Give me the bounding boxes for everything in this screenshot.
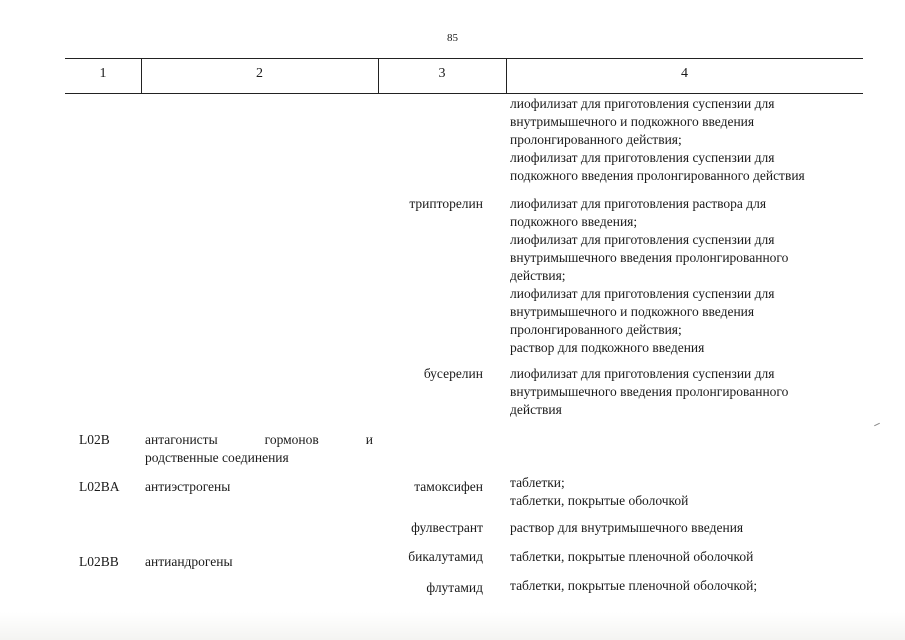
form-line: раствор для подкожного введения	[510, 340, 705, 355]
form-line: таблетки, покрытые оболочкой	[510, 493, 689, 508]
form-line: внутримышечного введения пролонгированного	[510, 250, 789, 265]
table-row-6-group: антиандрогены	[145, 554, 233, 569]
form-line: лиофилизат для приготовления суспензии для	[510, 366, 775, 381]
table-row-4-forms	[510, 474, 688, 510]
column-header-4: 4	[681, 66, 688, 81]
form-line: раствор для внутримышечного введения	[510, 520, 744, 535]
scan-mark	[874, 423, 880, 426]
group-word: и	[365, 432, 373, 447]
table-row-6-code: L02BB	[79, 554, 119, 569]
table-row-5-inn: фулвестрант	[411, 520, 483, 535]
scan-bottom-edge	[0, 612, 905, 640]
form-line: действия;	[510, 268, 566, 283]
form-line: лиофилизат для приготовления раствора для	[510, 196, 767, 211]
table-row-7-inn: флутамид	[426, 580, 483, 595]
form-line: лиофилизат для приготовления суспензии для	[510, 232, 775, 247]
table-row-3-code: L02B	[79, 432, 110, 447]
form-line: пролонгированного действия;	[510, 322, 682, 337]
group-line-justified	[145, 431, 373, 449]
page-number: 85	[447, 32, 458, 44]
form-line: подкожного введения пролонгированного действия	[510, 168, 805, 183]
table-row-2-forms	[510, 365, 788, 419]
form-line: лиофилизат для приготовления суспензии для	[510, 286, 775, 301]
group-word: антагонисты	[145, 432, 218, 447]
form-line: внутримышечного введения пролонгированного	[510, 384, 789, 399]
table-row-5-forms	[510, 519, 743, 537]
form-line: таблетки, покрытые пленочной оболочкой;	[510, 578, 758, 593]
table-header-top-rule	[65, 58, 863, 59]
form-line: лиофилизат для приготовления суспензии для	[510, 96, 775, 111]
form-line: действия	[510, 402, 562, 417]
column-header-2: 2	[256, 66, 263, 81]
column-header-1: 1	[99, 66, 107, 81]
form-line: подкожного введения;	[510, 214, 638, 229]
table-row-0-forms	[510, 95, 805, 185]
table-header-bottom-rule	[65, 93, 863, 94]
table-row-4-group: антиэстрогены	[145, 479, 231, 494]
form-line: таблетки, покрытые пленочной оболочкой	[510, 549, 754, 564]
table-row-6-forms	[510, 548, 753, 566]
table-row-4-code: L02BA	[79, 479, 120, 494]
form-line: внутримышечного и подкожного введения	[510, 114, 755, 129]
table-row-1-inn: трипторелин	[409, 196, 483, 211]
group-line: родственные соединения	[145, 450, 289, 465]
form-line: пролонгированного действия;	[510, 132, 682, 147]
table-row-2-inn: бусерелин	[423, 366, 483, 381]
form-line: таблетки;	[510, 475, 565, 490]
table-row-1-forms	[510, 195, 788, 357]
column-header-3: 3	[438, 66, 446, 81]
table-row-4-inn: тамоксифен	[414, 479, 483, 494]
group-word: гормонов	[264, 432, 319, 447]
form-line: лиофилизат для приготовления суспензии для	[510, 150, 775, 165]
table-row-7-forms	[510, 577, 757, 595]
form-line: внутримышечного и подкожного введения	[510, 304, 755, 319]
table-row-6-inn: бикалутамид	[408, 549, 483, 564]
table-row-3-group	[145, 431, 373, 467]
